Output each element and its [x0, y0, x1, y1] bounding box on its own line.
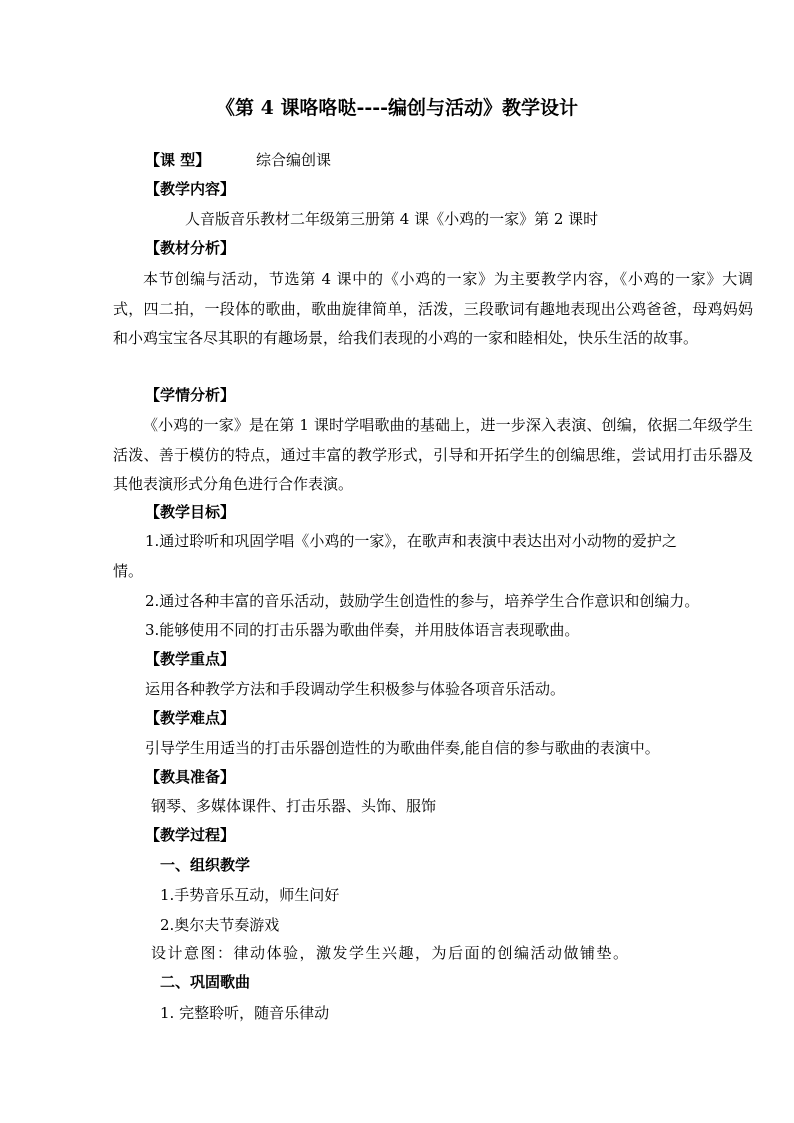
objective-3: 3.能够使用不同的打击乐器为歌曲伴奏，并用肢体语言表现歌曲。	[145, 621, 580, 639]
material-analysis-heading: 【教材分析】	[145, 239, 236, 257]
equipment-heading: 【教具准备】	[145, 768, 236, 786]
section-1-item-2: 2.奥尔夫节奏游戏	[160, 916, 280, 934]
lesson-type-value: 综合编创课	[256, 151, 332, 169]
content-heading: 【教学内容】	[145, 180, 236, 198]
difficulties-text: 引导学生用适当的打击乐器创造性的为歌曲伴奏,能自信的参与歌曲的表演中。	[145, 739, 660, 757]
lesson-type-label: 【课 型】	[145, 151, 211, 169]
document-title: 《第 4 课咯咯哒----编创与活动》教学设计	[216, 97, 578, 119]
student-analysis-heading: 【学情分析】	[145, 386, 236, 404]
objectives-heading: 【教学目标】	[145, 503, 236, 521]
difficulties-heading: 【教学难点】	[145, 709, 236, 727]
key-points-heading: 【教学重点】	[145, 650, 236, 668]
material-analysis-text: 本节创编与活动，节选第 4 课中的《小鸡的一家》为主要教学内容，《小鸡的一家》大调式，四二拍，一段体的歌曲，歌曲旋律简单，活泼，三段歌词有趣地表现出公鸡爸爸，母鸡妈妈和小鸡宝宝各尽其职的有趣场景，给我们表现的小鸡的一家和睦相处，快乐生活的故事。	[113, 270, 753, 347]
section-2-heading: 二、巩固歌曲	[160, 973, 251, 991]
process-heading: 【教学过程】	[145, 826, 236, 844]
content-text: 人音版音乐教材二年级第三册第 4 课《小鸡的一家》第 2 课时	[185, 210, 599, 228]
objective-1-line2: 情。	[113, 562, 144, 580]
equipment-text: 钢琴、多媒体课件、打击乐器、头饰、服饰	[151, 797, 437, 815]
section-1-intent: 设计意图：律动体验，激发学生兴趣，为后面的创编活动做铺垫。	[151, 944, 630, 962]
section-2-item-1: 1. 完整聆听，随音乐律动	[160, 1004, 330, 1022]
objective-1-line1: 1.通过聆听和巩固学唱《小鸡的一家》，在歌声和表演中表达出对小动物的爱护之	[145, 532, 677, 550]
section-1-item-1: 1.手势音乐互动，师生问好	[160, 886, 340, 904]
student-analysis-text: 《小鸡的一家》是在第 1 课时学唱歌曲的基础上，进一步深入表演、创编，依据二年级学生活泼、善于模仿的特点，通过丰富的教学形式，引导和开拓学生的创编思维，尝试用打击乐器及其他表演形式分角色进行合作表演。	[113, 416, 753, 493]
section-1-heading: 一、组织教学	[160, 856, 251, 874]
objective-2: 2.通过各种丰富的音乐活动，鼓励学生创造性的参与，培养学生合作意识和创编力。	[145, 592, 700, 610]
key-points-text: 运用各种教学方法和手段调动学生积极参与体验各项音乐活动。	[145, 680, 566, 698]
